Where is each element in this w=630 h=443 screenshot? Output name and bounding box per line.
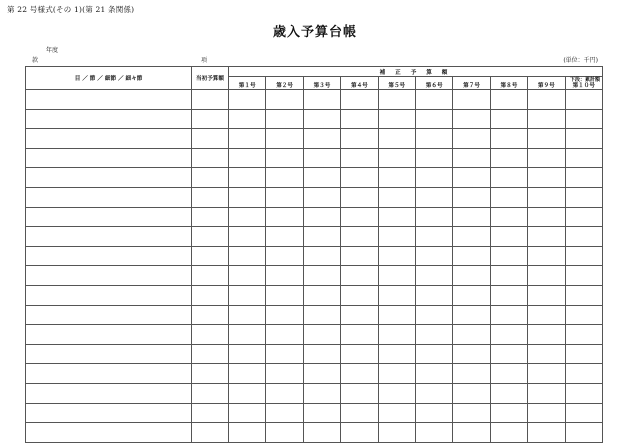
initial-budget-cell[interactable] [192,90,229,110]
amendment-label: 第４号 [350,83,368,89]
table-row [26,305,603,325]
amendment-cell[interactable] [229,325,266,345]
amendment-cell[interactable] [490,187,527,207]
amendment-cell[interactable] [415,168,452,188]
amendment-cell[interactable] [341,423,378,443]
amendment-cell[interactable] [378,168,415,188]
amendment-cell[interactable] [453,187,490,207]
initial-budget-cell[interactable] [192,227,229,247]
amendment-cell[interactable] [565,403,603,423]
amendment-cell[interactable] [378,266,415,286]
amendment-cell[interactable] [266,207,303,227]
amendment-cell[interactable] [341,383,378,403]
amendment-cell[interactable] [378,207,415,227]
amendment-cell[interactable] [453,305,490,325]
amendment-cell[interactable] [266,403,303,423]
initial-budget-cell[interactable] [192,129,229,149]
table-row [26,423,603,443]
amendment-cell[interactable] [266,285,303,305]
amendment-cell[interactable] [565,423,603,443]
amendment-cell[interactable] [415,285,452,305]
amendment-cell[interactable] [303,129,340,149]
amendment-cell[interactable] [490,364,527,384]
amendment-cell[interactable] [266,129,303,149]
amendment-cell[interactable] [303,207,340,227]
cumulative-note: 下段：累計額 [570,77,601,83]
amendment-cell[interactable] [378,187,415,207]
initial-budget-cell[interactable] [192,344,229,364]
amendment-cell[interactable] [341,285,378,305]
amendment-cell[interactable] [490,383,527,403]
amendment-cell[interactable] [229,129,266,149]
amendment-cell[interactable] [528,285,565,305]
amendment-cell[interactable] [565,129,603,149]
amendment-cell[interactable] [415,344,452,364]
amendment-cell[interactable] [378,246,415,266]
ledger-body [26,90,603,443]
amendment-cell[interactable] [378,383,415,403]
amendment-cell[interactable] [266,168,303,188]
amendment-cell[interactable] [490,129,527,149]
amendment-cell[interactable] [415,148,452,168]
initial-budget-cell[interactable] [192,325,229,345]
amendment-cell[interactable] [528,187,565,207]
amendment-cell[interactable] [490,285,527,305]
category-cell[interactable] [26,129,192,149]
initial-budget-cell[interactable] [192,403,229,423]
amendment-label: 第２号 [276,83,293,89]
initial-budget-cell[interactable] [192,168,229,188]
amendment-cell[interactable] [528,403,565,423]
amendment-cell[interactable] [453,383,490,403]
table-row [26,285,603,305]
amendment-cell[interactable] [341,109,378,129]
amendment-header [453,77,490,90]
amendment-label: 第７号 [463,83,480,89]
amendment-cell[interactable] [453,90,490,110]
amendment-cell[interactable] [229,246,266,266]
amendment-cell[interactable] [266,383,303,403]
table-row [26,403,603,423]
category-cell[interactable] [26,325,192,345]
amendment-cell[interactable] [266,246,303,266]
amendment-cell[interactable] [565,227,603,247]
kan-label: 款 [32,57,39,64]
amendment-cell[interactable] [565,383,603,403]
initial-budget-cell[interactable] [192,285,229,305]
page-title: 歳入予算台帳 [272,25,357,40]
amendment-cell[interactable] [453,285,490,305]
amendment-label: 第６号 [425,83,443,89]
amendment-header [266,77,303,90]
amendment-cell[interactable] [303,285,340,305]
kou-label: 項 [201,57,208,64]
amendment-cell[interactable] [565,305,603,325]
amendment-cell[interactable] [490,325,527,345]
amendment-label: 第９号 [537,83,555,89]
amendment-cell[interactable] [453,403,490,423]
amendment-cell[interactable] [229,266,266,286]
amendment-cell[interactable] [490,344,527,364]
amendment-cell[interactable] [266,227,303,247]
amendment-header [341,77,378,90]
amendment-cell[interactable] [378,109,415,129]
table-row [26,109,603,129]
amendment-cell[interactable] [415,305,452,325]
initial-budget-cell[interactable] [192,148,229,168]
table-row [26,246,603,266]
amendment-cell[interactable] [453,325,490,345]
amendment-header [528,77,565,90]
amendment-cell[interactable] [341,305,378,325]
amendment-cell[interactable] [303,305,340,325]
amendment-cell[interactable] [341,266,378,286]
amendment-cell[interactable] [528,129,565,149]
amendment-cell[interactable] [266,364,303,384]
category-cell[interactable] [26,207,192,227]
amendment-cell[interactable] [415,207,452,227]
amendment-cell[interactable] [341,168,378,188]
amendment-cell[interactable] [229,383,266,403]
amendment-cell[interactable] [565,364,603,384]
amendment-cell[interactable] [303,364,340,384]
category-cell[interactable] [26,109,192,129]
category-cell[interactable] [26,383,192,403]
amendment-cell[interactable] [378,364,415,384]
amendment-cell[interactable] [415,325,452,345]
amendment-cell[interactable] [453,227,490,247]
amendment-label: 第５号 [388,83,406,89]
amendment-cell[interactable] [415,266,452,286]
amendment-label: 第８号 [500,83,518,89]
amendment-cell[interactable] [528,246,565,266]
amendment-cell[interactable] [303,266,340,286]
amendment-cell[interactable] [490,207,527,227]
amendment-cell[interactable] [303,148,340,168]
amendment-cell[interactable] [415,403,452,423]
amendment-cell[interactable] [378,325,415,345]
amendment-cell[interactable] [229,207,266,227]
category-cell[interactable] [26,403,192,423]
amendment-cell[interactable] [341,207,378,227]
amendment-cell[interactable] [528,168,565,188]
table-row [26,207,603,227]
amendment-cell[interactable] [415,187,452,207]
amendment-cell[interactable] [528,305,565,325]
initial-budget-header: 当初予算額 [192,67,229,90]
amendment-cell[interactable] [528,148,565,168]
amendment-header [565,77,603,90]
amendment-cell[interactable] [378,227,415,247]
initial-budget-cell[interactable] [192,207,229,227]
amendment-cell[interactable] [303,325,340,345]
amendment-cell[interactable] [303,423,340,443]
initial-budget-cell[interactable] [192,305,229,325]
amendment-cell[interactable] [229,109,266,129]
amendment-cell[interactable] [378,148,415,168]
amendment-cell[interactable] [266,148,303,168]
amendment-cell[interactable] [490,403,527,423]
amendment-header [378,77,415,90]
amendment-cell[interactable] [229,227,266,247]
category-cell[interactable] [26,266,192,286]
amendment-cell[interactable] [266,90,303,110]
category-cell[interactable] [26,227,192,247]
amendment-cell[interactable] [415,109,452,129]
table-row [26,325,603,345]
initial-budget-cell[interactable] [192,423,229,443]
amendment-cell[interactable] [528,207,565,227]
amendment-cell[interactable] [453,148,490,168]
supplementary-budget-header: 補 正 予 算 額 [229,67,603,77]
amendment-cell[interactable] [303,344,340,364]
amendment-cell[interactable] [490,266,527,286]
table-row [26,187,603,207]
amendment-cell[interactable] [490,305,527,325]
amendment-cell[interactable] [341,246,378,266]
amendment-cell[interactable] [453,246,490,266]
amendment-cell[interactable] [528,364,565,384]
amendment-cell[interactable] [341,344,378,364]
amendment-cell[interactable] [341,187,378,207]
amendment-cell[interactable] [528,227,565,247]
initial-budget-cell[interactable] [192,383,229,403]
amendment-cell[interactable] [229,364,266,384]
amendment-cell[interactable] [565,168,603,188]
initial-budget-cell[interactable] [192,187,229,207]
amendment-cell[interactable] [565,246,603,266]
amendment-cell[interactable] [229,305,266,325]
amendment-cell[interactable] [453,129,490,149]
amendment-cell[interactable] [453,364,490,384]
amendment-cell[interactable] [341,148,378,168]
amendment-cell[interactable] [453,109,490,129]
amendment-cell[interactable] [490,246,527,266]
amendment-cell[interactable] [229,403,266,423]
initial-budget-cell[interactable] [192,266,229,286]
amendment-cell[interactable] [415,246,452,266]
amendment-cell[interactable] [565,109,603,129]
amendment-cell[interactable] [490,423,527,443]
amendment-cell[interactable] [453,168,490,188]
amendment-cell[interactable] [528,109,565,129]
amendment-header [415,77,452,90]
amendment-cell[interactable] [528,344,565,364]
amendment-cell[interactable] [378,423,415,443]
table-row [26,364,603,384]
amendment-cell[interactable] [565,325,603,345]
amendment-cell[interactable] [303,109,340,129]
amendment-cell[interactable] [266,187,303,207]
amendment-cell[interactable] [453,344,490,364]
amendment-header [490,77,527,90]
amendment-cell[interactable] [341,129,378,149]
amendment-cell[interactable] [490,109,527,129]
amendment-cell[interactable] [303,227,340,247]
amendment-cell[interactable] [528,423,565,443]
amendment-cell[interactable] [266,266,303,286]
amendment-cell[interactable] [490,168,527,188]
amendment-header [303,77,340,90]
amendment-cell[interactable] [415,227,452,247]
amendment-cell[interactable] [229,168,266,188]
amendment-cell[interactable] [266,305,303,325]
category-cell[interactable] [26,364,192,384]
amendment-cell[interactable] [565,207,603,227]
table-row [26,168,603,188]
amendment-cell[interactable] [266,109,303,129]
amendment-header [229,77,266,90]
amendment-label: 第３号 [313,83,331,89]
table-row [26,344,603,364]
amendment-cell[interactable] [229,90,266,110]
amendment-cell[interactable] [528,266,565,286]
amendment-cell[interactable] [341,403,378,423]
amendment-cell[interactable] [229,187,266,207]
amendment-cell[interactable] [378,285,415,305]
table-row [26,383,603,403]
amendment-cell[interactable] [415,423,452,443]
amendment-cell[interactable] [565,344,603,364]
category-cell[interactable] [26,90,192,110]
amendment-cell[interactable] [229,148,266,168]
amendment-cell[interactable] [303,246,340,266]
amendment-cell[interactable] [303,90,340,110]
amendment-cell[interactable] [528,325,565,345]
amendment-cell[interactable] [453,423,490,443]
initial-budget-cell[interactable] [192,109,229,129]
form-number: 第 22 号様式(その 1)(第 21 条関係) [7,5,135,14]
amendment-cell[interactable] [266,325,303,345]
category-cell[interactable] [26,148,192,168]
year-label: 年度 [46,47,59,54]
amendment-cell[interactable] [415,383,452,403]
amendment-cell[interactable] [341,227,378,247]
amendment-cell[interactable] [415,364,452,384]
amendment-cell[interactable] [229,344,266,364]
initial-budget-cell[interactable] [192,364,229,384]
amendment-cell[interactable] [266,344,303,364]
amendment-cell[interactable] [565,187,603,207]
amendment-cell[interactable] [490,227,527,247]
amendment-cell[interactable] [378,90,415,110]
amendment-cell[interactable] [415,129,452,149]
category-cell[interactable] [26,187,192,207]
amendment-cell[interactable] [378,403,415,423]
amendment-cell[interactable] [378,129,415,149]
amendment-cell[interactable] [378,344,415,364]
category-cell[interactable] [26,168,192,188]
table-row [26,227,603,247]
amendment-cell[interactable] [453,266,490,286]
category-cell[interactable] [26,246,192,266]
amendment-cell[interactable] [229,285,266,305]
table-row [26,266,603,286]
amendment-cell[interactable] [341,364,378,384]
amendment-cell[interactable] [303,403,340,423]
amendment-cell[interactable] [565,285,603,305]
initial-budget-cell[interactable] [192,246,229,266]
budget-ledger-table [25,66,603,443]
amendment-cell[interactable] [453,207,490,227]
amendment-cell[interactable] [415,90,452,110]
category-cell[interactable] [26,285,192,305]
amendment-cell[interactable] [303,168,340,188]
amendment-cell[interactable] [528,90,565,110]
amendment-cell[interactable] [528,383,565,403]
category-header: 目 ／ 節 ／ 細節 ／ 細々節 [26,67,192,90]
amendment-cell[interactable] [378,305,415,325]
amendment-cell[interactable] [303,383,340,403]
amendment-cell[interactable] [341,90,378,110]
table-row [26,90,603,110]
amendment-cell[interactable] [565,90,603,110]
category-cell[interactable] [26,423,192,443]
amendment-cell[interactable] [266,423,303,443]
amendment-cell[interactable] [565,266,603,286]
category-cell[interactable] [26,305,192,325]
table-row [26,129,603,149]
amendment-cell[interactable] [565,148,603,168]
category-cell[interactable] [26,344,192,364]
amendment-cell[interactable] [341,325,378,345]
amendment-label: 第１号 [238,83,256,89]
amendment-cell[interactable] [229,423,266,443]
amendment-cell[interactable] [490,90,527,110]
amendment-cell[interactable] [303,187,340,207]
amendment-label: 第１０号 [572,83,595,89]
amendment-cell[interactable] [490,148,527,168]
unit-label: (単位：千円) [563,57,598,64]
table-row [26,148,603,168]
